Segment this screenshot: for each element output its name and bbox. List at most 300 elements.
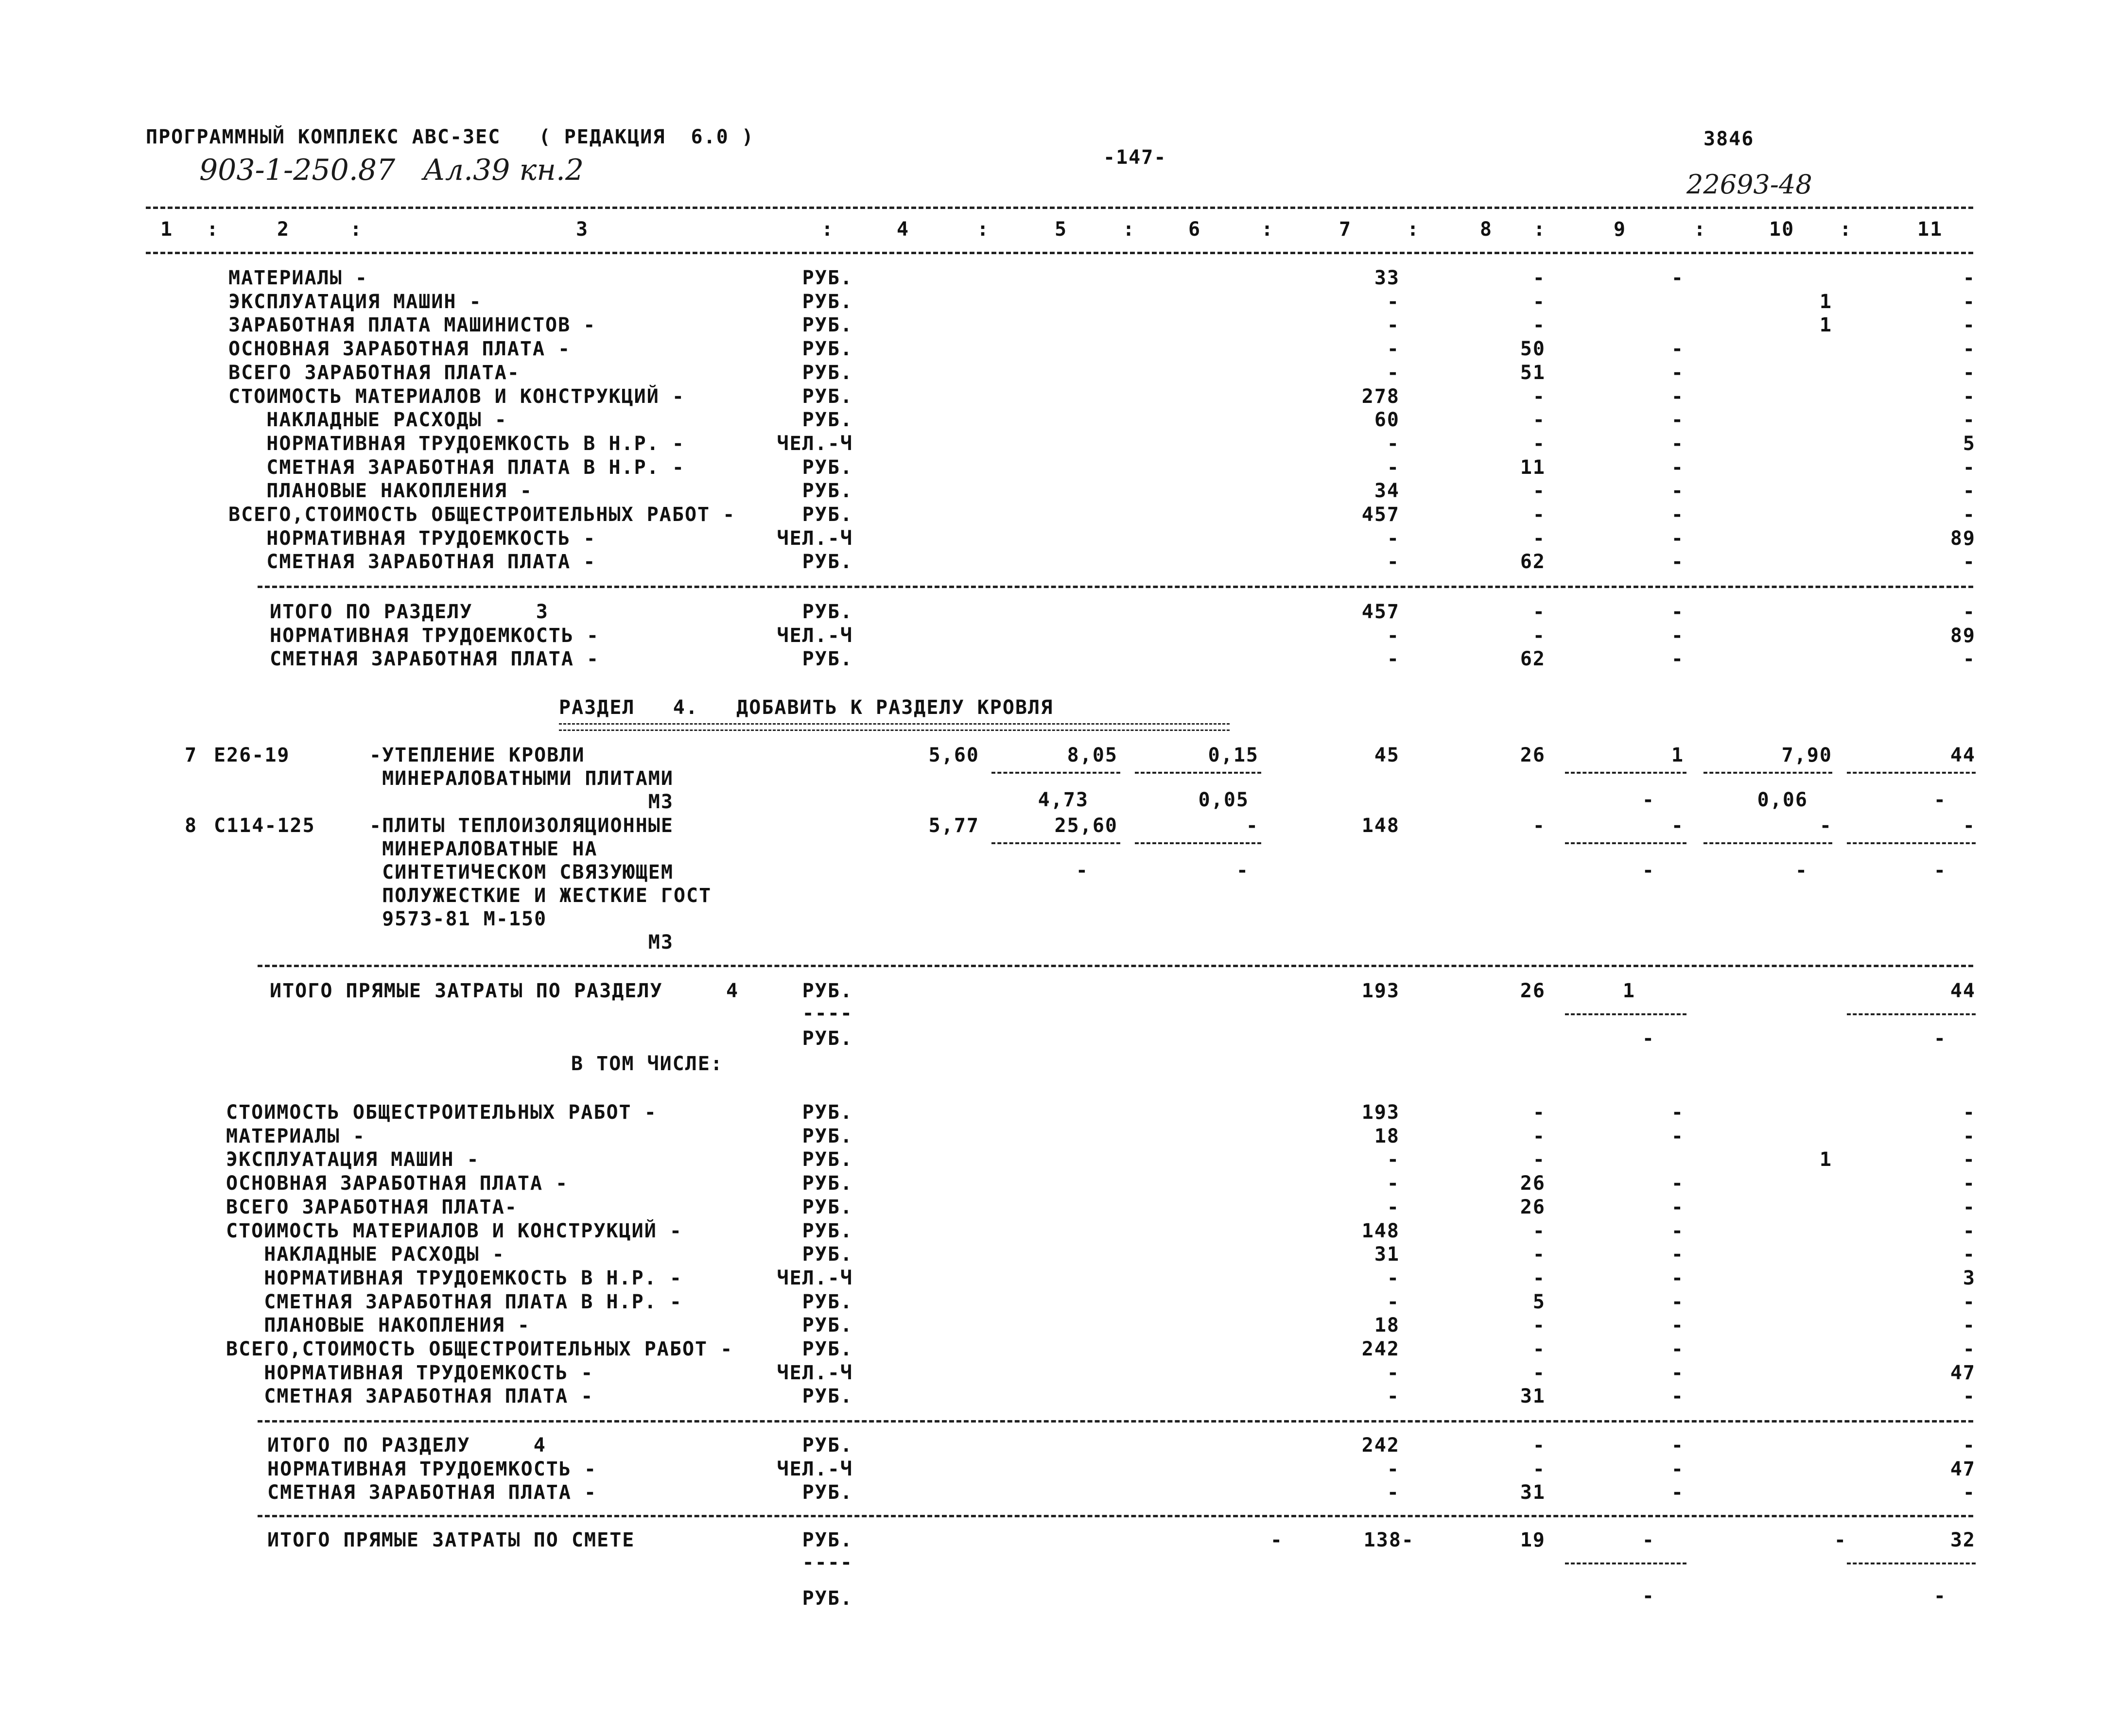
unit-divider: ---- (802, 1002, 853, 1024)
program-title: ПРОГРАММНЫЙ КОМПЛЕКС АВС-3ЕС ( РЕДАКЦИЯ 6.0 ) (146, 126, 754, 148)
value-c9: - (1671, 432, 1684, 455)
value-c9-secondary: - (1642, 1585, 1655, 1607)
value-c7: 278 (1361, 385, 1400, 408)
item-description-line: -УТЕПЛЕНИЕ КРОВЛИ (369, 744, 585, 766)
value-c9: - (1671, 527, 1684, 550)
section-4-title-underline (559, 723, 1230, 731)
row-label: НОРМАТИВНАЯ ТРУДОЕМКОСТЬ - (267, 1458, 597, 1480)
value-c7: - (1387, 1196, 1400, 1218)
unit-cell: РУБ. (802, 385, 853, 408)
value-c7: - (1387, 1361, 1400, 1384)
value-c9: 1 (1622, 980, 1635, 1002)
row-label: НОРМАТИВНАЯ ТРУДОЕМКОСТЬ В Н.Р. - (226, 1267, 682, 1289)
value-c7: 34 (1374, 480, 1400, 503)
value-c11: 44 (1950, 980, 1976, 1002)
value-c9: - (1671, 1267, 1684, 1289)
value-c8: 19 (1520, 1529, 1546, 1551)
rule-before-grand-total (258, 1515, 1973, 1517)
value-c8: - (1532, 1148, 1546, 1171)
value-c11: - (1963, 1290, 1976, 1313)
value-c8: 26 (1520, 1196, 1546, 1218)
cell-divider (1135, 772, 1261, 774)
value-c7: - (1387, 1290, 1400, 1313)
value-c9: - (1642, 1529, 1655, 1551)
value-c8: - (1532, 314, 1546, 337)
value-c8: - (1532, 385, 1546, 408)
row-label: МАТЕРИАЛЫ - (228, 267, 368, 289)
unit-cell: РУБ. (802, 1338, 853, 1360)
value-c7: - (1387, 527, 1400, 550)
value-c7: - (1387, 551, 1400, 573)
value-c11: - (1963, 1385, 1976, 1408)
value-c9: - (1671, 1481, 1684, 1504)
value-c9: - (1671, 267, 1684, 289)
unit-cell: РУБ. (802, 1481, 853, 1504)
value-c7: 18 (1374, 1125, 1400, 1147)
item-description-line: М3 (369, 931, 674, 954)
row-label: СМЕТНАЯ ЗАРАБОТНАЯ ПЛАТА - (270, 648, 600, 671)
value-c6-secondary: - (1236, 859, 1249, 882)
row-label: ЭКСПЛУАТАЦИЯ МАШИН - (226, 1148, 480, 1171)
row-label: ОСНОВНАЯ ЗАРАБОТНАЯ ПЛАТА - (228, 338, 571, 361)
value-c11-secondary: - (1933, 789, 1946, 811)
column-number: 8 (1480, 218, 1493, 241)
value-c11: - (1963, 267, 1976, 289)
value-c11: 44 (1950, 744, 1976, 766)
value-c9: - (1671, 1290, 1684, 1313)
row-label: ИТОГО ПО РАЗДЕЛУ 4 (267, 1434, 546, 1457)
unit-cell: РУБ. (802, 1587, 853, 1610)
unit-cell: ЧЕЛ.-Ч (777, 527, 853, 550)
document-code: 3846 (1703, 128, 1755, 150)
value-c10: 1 (1819, 314, 1832, 337)
value-c11: - (1963, 1314, 1976, 1337)
cell-divider (1565, 842, 1686, 844)
value-c7: 242 (1361, 1338, 1400, 1360)
unit-cell: ЧЕЛ.-Ч (777, 1267, 853, 1289)
row-label: НОРМАТИВНАЯ ТРУДОЕМКОСТЬ - (226, 1361, 594, 1384)
value-c9: - (1671, 409, 1684, 432)
cell-divider (991, 772, 1120, 774)
value-c10-secondary: 0,06 (1757, 789, 1808, 811)
value-c9: - (1671, 1101, 1684, 1124)
handwritten-number: 22693-48 (1686, 169, 1812, 200)
value-c8: - (1532, 1434, 1546, 1457)
column-number: 4 (897, 218, 910, 241)
value-c7: 18 (1374, 1314, 1400, 1337)
unit-cell: РУБ. (802, 1314, 853, 1337)
value-c7: 457 (1361, 503, 1400, 526)
value-c7: - (1387, 1481, 1400, 1504)
column-number: 2 (277, 218, 290, 241)
unit-cell: РУБ. (802, 1434, 853, 1457)
column-separator: : (1840, 218, 1853, 241)
value-c8: - (1532, 815, 1546, 837)
value-c8: - (1532, 1243, 1546, 1266)
value-c8: 31 (1520, 1385, 1546, 1408)
value-c9: - (1671, 1361, 1684, 1384)
value-c6: - (1246, 815, 1259, 837)
value-c8: - (1532, 1219, 1546, 1242)
value-c11: - (1963, 1101, 1976, 1124)
value-c9: - (1671, 815, 1684, 837)
value-c11: 3 (1963, 1267, 1976, 1289)
value-c10: - (1834, 1529, 1847, 1551)
unit-cell: РУБ. (802, 980, 853, 1002)
value-c9: - (1671, 1172, 1684, 1195)
unit-cell: ЧЕЛ.-Ч (777, 1458, 853, 1480)
value-c9: - (1671, 648, 1684, 671)
rule-before-direct-4 (258, 965, 1973, 967)
value-c11: - (1963, 456, 1976, 479)
header-rule-top (146, 207, 1973, 209)
value-c11: - (1963, 503, 1976, 526)
value-c11: - (1963, 648, 1976, 671)
unit-cell: РУБ. (802, 409, 853, 432)
value-c7: 33 (1374, 267, 1400, 289)
row-label: ПЛАНОВЫЕ НАКОПЛЕНИЯ - (226, 1314, 530, 1337)
value-c8: - (1532, 527, 1546, 550)
value-c7: - (1387, 1385, 1400, 1408)
cell-divider (991, 842, 1120, 844)
header-rule-bottom (146, 252, 1973, 254)
row-label: ВСЕГО,СТОИМОСТЬ ОБЩЕСТРОИТЕЛЬНЫХ РАБОТ - (228, 503, 736, 526)
value-c11-secondary: - (1933, 1585, 1946, 1607)
value-c5-secondary: - (1076, 859, 1089, 882)
unit-cell: РУБ. (802, 551, 853, 573)
item-description-line: МИНЕРАЛОВАТНЫМИ ПЛИТАМИ (369, 767, 674, 790)
value-c11: - (1963, 409, 1976, 432)
value-c11: - (1963, 551, 1976, 573)
value-c7: 148 (1361, 815, 1400, 837)
value-c7: - (1387, 1458, 1400, 1480)
value-c8: 5 (1532, 1290, 1546, 1313)
value-c9: - (1671, 1196, 1684, 1218)
row-label: ВСЕГО ЗАРАБОТНАЯ ПЛАТА- (228, 361, 520, 384)
value-c7: - (1387, 1267, 1400, 1289)
value-c8: - (1532, 1458, 1546, 1480)
value-c11: - (1963, 480, 1976, 503)
value-c11: - (1963, 338, 1976, 361)
section-4-title: РАЗДЕЛ 4. ДОБАВИТЬ К РАЗДЕЛУ КРОВЛЯ (559, 696, 1054, 719)
value-c11-secondary: - (1933, 1027, 1946, 1050)
unit-cell: РУБ. (802, 361, 853, 384)
value-c10-secondary: - (1795, 859, 1808, 882)
unit-cell: РУБ. (802, 1125, 853, 1147)
value-c7: 138- (1363, 1529, 1414, 1551)
row-label: ИТОГО ПО РАЗДЕЛУ 3 (270, 601, 549, 623)
value-c8: 50 (1520, 338, 1546, 361)
value-c11: - (1963, 1172, 1976, 1195)
value-c7: - (1387, 624, 1400, 647)
row-label: СТОИМОСТЬ МАТЕРИАЛОВ И КОНСТРУКЦИЙ - (228, 385, 685, 408)
value-c7: 193 (1361, 980, 1400, 1002)
item-description-line: МИНЕРАЛОВАТНЫЕ НА (369, 838, 598, 860)
value-c9: - (1671, 1219, 1684, 1242)
row-label: НАКЛАДНЫЕ РАСХОДЫ - (226, 1243, 505, 1266)
cell-divider (1565, 1562, 1686, 1564)
row-label: ЗАРАБОТНАЯ ПЛАТА МАШИНИСТОВ - (228, 314, 596, 337)
value-c11: 47 (1950, 1458, 1976, 1480)
item-description-line: СИНТЕТИЧЕСКОМ СВЯЗУЮЩЕМ (369, 861, 674, 884)
row-label: ВСЕГО ЗАРАБОТНАЯ ПЛАТА- (226, 1196, 518, 1218)
value-c8: - (1532, 1314, 1546, 1337)
value-c8: - (1532, 503, 1546, 526)
unit-cell: РУБ. (802, 503, 853, 526)
item-code: С114-125 (214, 815, 315, 837)
value-c11: - (1963, 601, 1976, 623)
value-c9: - (1671, 361, 1684, 384)
column-separator: : (1533, 218, 1547, 241)
row-label: СМЕТНАЯ ЗАРАБОТНАЯ ПЛАТА - (226, 1385, 594, 1408)
value-c7: 60 (1374, 409, 1400, 432)
value-c11: - (1963, 1148, 1976, 1171)
column-number: 6 (1188, 218, 1201, 241)
unit-cell: РУБ. (802, 338, 853, 361)
value-c10: - (1819, 815, 1832, 837)
unit-cell: РУБ. (802, 314, 853, 337)
value-c11: - (1963, 1338, 1976, 1360)
value-c9: - (1671, 624, 1684, 647)
row-label: СМЕТНАЯ ЗАРАБОТНАЯ ПЛАТА - (267, 1481, 597, 1504)
value-c9: - (1671, 338, 1684, 361)
value-c8: - (1532, 1338, 1546, 1360)
column-separator: : (1407, 218, 1420, 241)
row-label: ОСНОВНАЯ ЗАРАБОТНАЯ ПЛАТА - (226, 1172, 569, 1195)
value-c9: - (1671, 1243, 1684, 1266)
value-c8: - (1532, 1101, 1546, 1124)
value-c11: - (1963, 1219, 1976, 1242)
value-c8: 31 (1520, 1481, 1546, 1504)
value-c8: - (1532, 290, 1546, 313)
value-c9-secondary: - (1642, 789, 1655, 811)
row-label: ИТОГО ПРЯМЫЕ ЗАТРАТЫ ПО СМЕТЕ (267, 1529, 635, 1551)
value-c7: 148 (1361, 1219, 1400, 1242)
value-c7: 193 (1361, 1101, 1400, 1124)
row-label: СМЕТНАЯ ЗАРАБОТНАЯ ПЛАТА В Н.Р. - (228, 456, 685, 479)
value-c7: 45 (1374, 744, 1400, 766)
item-description-line: 9573-81 М-150 (369, 908, 547, 930)
column-number: 5 (1055, 218, 1068, 241)
value-c7: - (1387, 338, 1400, 361)
unit-cell: РУБ. (802, 1385, 853, 1408)
value-c7: - (1387, 361, 1400, 384)
value-c7: 31 (1374, 1243, 1400, 1266)
row-label: ПЛАНОВЫЕ НАКОПЛЕНИЯ - (228, 480, 533, 503)
value-c11: - (1963, 815, 1976, 837)
value-c11: 47 (1950, 1361, 1976, 1384)
unit-cell: РУБ. (802, 1027, 853, 1050)
value-c9: - (1671, 551, 1684, 573)
row-label: ИТОГО ПРЯМЫЕ ЗАТРАТЫ ПО РАЗДЕЛУ 4 (270, 980, 739, 1002)
column-separator: : (1261, 218, 1274, 241)
value-c8: - (1532, 267, 1546, 289)
value-c6-secondary: 0,05 (1198, 789, 1249, 811)
unit-cell: РУБ. (802, 480, 853, 503)
cell-divider (1703, 842, 1832, 844)
row-label: СТОИМОСТЬ ОБЩЕСТРОИТЕЛЬНЫХ РАБОТ - (226, 1101, 657, 1124)
value-c4: 5,60 (928, 744, 979, 766)
value-c6: - (1270, 1529, 1283, 1551)
column-number: 7 (1339, 218, 1352, 241)
unit-cell: РУБ. (802, 1219, 853, 1242)
column-separator: : (977, 218, 990, 241)
value-c11: - (1963, 290, 1976, 313)
column-separator: : (821, 218, 834, 241)
page-number: -147- (1103, 146, 1167, 169)
cell-divider (1565, 772, 1686, 774)
value-c5: 25,60 (1054, 815, 1118, 837)
cell-divider (1847, 1013, 1976, 1015)
value-c8: - (1532, 1125, 1546, 1147)
value-c9: - (1671, 503, 1684, 526)
row-label: ВСЕГО,СТОИМОСТЬ ОБЩЕСТРОИТЕЛЬНЫХ РАБОТ - (226, 1338, 733, 1360)
value-c4: 5,77 (928, 815, 979, 837)
value-c7: 457 (1361, 601, 1400, 623)
column-separator: : (350, 218, 363, 241)
row-label: СТОИМОСТЬ МАТЕРИАЛОВ И КОНСТРУКЦИЙ - (226, 1219, 682, 1242)
value-c11: 32 (1950, 1529, 1976, 1551)
value-c9: - (1671, 1385, 1684, 1408)
unit-cell: РУБ. (802, 456, 853, 479)
unit-cell: РУБ. (802, 601, 853, 623)
unit-cell: РУБ. (802, 648, 853, 671)
cell-divider (1565, 1013, 1686, 1015)
value-c11: 5 (1963, 432, 1976, 455)
value-c10: 1 (1819, 290, 1832, 313)
unit-cell: РУБ. (802, 290, 853, 313)
value-c7: 242 (1361, 1434, 1400, 1457)
value-c8: 26 (1520, 980, 1546, 1002)
cell-divider (1847, 772, 1976, 774)
value-c11: - (1963, 1434, 1976, 1457)
unit-cell: ЧЕЛ.-Ч (777, 624, 853, 647)
unit-cell: ЧЕЛ.-Ч (777, 432, 853, 455)
item-number: 8 (185, 815, 198, 837)
handwritten-reference: 903-1-250.87 Ал.39 кн.2 (199, 153, 584, 187)
value-c5: 8,05 (1067, 744, 1118, 766)
value-c8: - (1532, 601, 1546, 623)
column-number: 1 (160, 218, 174, 241)
value-c9: - (1671, 1458, 1684, 1480)
rule-before-total-4 (258, 1420, 1973, 1423)
unit-cell: РУБ. (802, 1529, 853, 1551)
value-c8: - (1532, 432, 1546, 455)
unit-cell: РУБ. (802, 1148, 853, 1171)
unit-cell: РУБ. (802, 1101, 853, 1124)
value-c7: - (1387, 432, 1400, 455)
value-c11: - (1963, 1196, 1976, 1218)
value-c7: - (1387, 1148, 1400, 1171)
value-c7: - (1387, 314, 1400, 337)
value-c11: 89 (1950, 527, 1976, 550)
value-c9: - (1671, 1314, 1684, 1337)
value-c9: - (1671, 1434, 1684, 1457)
item-description-line: -ПЛИТЫ ТЕПЛОИЗОЛЯЦИОННЫЕ (369, 815, 674, 837)
value-c11: - (1963, 1125, 1976, 1147)
row-label: СМЕТНАЯ ЗАРАБОТНАЯ ПЛАТА В Н.Р. - (226, 1290, 682, 1313)
column-separator: : (1694, 218, 1707, 241)
unit-cell: РУБ. (802, 1196, 853, 1218)
value-c11: - (1963, 385, 1976, 408)
column-separator: : (1123, 218, 1136, 241)
value-c9-secondary: - (1642, 859, 1655, 882)
subheading: В ТОМ ЧИСЛЕ: (571, 1053, 723, 1075)
value-c7: - (1387, 456, 1400, 479)
value-c9: 1 (1671, 744, 1684, 766)
column-number: 11 (1917, 218, 1943, 241)
cell-divider (1135, 842, 1261, 844)
value-c11: - (1963, 314, 1976, 337)
unit-cell: ЧЕЛ.-Ч (777, 1361, 853, 1384)
value-c9: - (1671, 456, 1684, 479)
unit-cell: РУБ. (802, 267, 853, 289)
value-c8: 62 (1520, 648, 1546, 671)
value-c5-secondary: 4,73 (1038, 789, 1089, 811)
cell-divider (1703, 772, 1832, 774)
row-label: НОРМАТИВНАЯ ТРУДОЕМКОСТЬ - (270, 624, 600, 647)
value-c10: 7,90 (1781, 744, 1832, 766)
cell-divider (1847, 842, 1976, 844)
unit-cell: РУБ. (802, 1243, 853, 1266)
value-c8: - (1532, 1267, 1546, 1289)
value-c11: - (1963, 1481, 1976, 1504)
cell-divider (1847, 1562, 1976, 1564)
item-number: 7 (185, 744, 198, 766)
value-c8: - (1532, 480, 1546, 503)
row-label: НАКЛАДНЫЕ РАСХОДЫ - (228, 409, 507, 432)
column-number: 3 (576, 218, 589, 241)
value-c7: - (1387, 290, 1400, 313)
value-c11: 89 (1950, 624, 1976, 647)
value-c7: - (1387, 648, 1400, 671)
item-code: Е26-19 (214, 744, 290, 766)
column-separator: : (207, 218, 220, 241)
value-c8: 26 (1520, 744, 1546, 766)
unit-divider: ---- (802, 1551, 853, 1574)
value-c11-secondary: - (1933, 859, 1946, 882)
unit-cell: РУБ. (802, 1172, 853, 1195)
value-c9-secondary: - (1642, 1027, 1655, 1050)
rule-before-total-3 (258, 586, 1973, 588)
value-c8: - (1532, 409, 1546, 432)
value-c9: - (1671, 1125, 1684, 1147)
unit-cell: РУБ. (802, 1290, 853, 1313)
value-c9: - (1671, 601, 1684, 623)
row-label: НОРМАТИВНАЯ ТРУДОЕМКОСТЬ В Н.Р. - (228, 432, 685, 455)
value-c8: 62 (1520, 551, 1546, 573)
row-label: МАТЕРИАЛЫ - (226, 1125, 365, 1147)
row-label: СМЕТНАЯ ЗАРАБОТНАЯ ПЛАТА - (228, 551, 596, 573)
item-description-line: ПОЛУЖЕСТКИЕ И ЖЕСТКИЕ ГОСТ (369, 885, 712, 907)
value-c8: 26 (1520, 1172, 1546, 1195)
value-c8: - (1532, 624, 1546, 647)
value-c9: - (1671, 480, 1684, 503)
row-label: ЭКСПЛУАТАЦИЯ МАШИН - (228, 290, 482, 313)
value-c7: - (1387, 1172, 1400, 1195)
value-c9: - (1671, 1338, 1684, 1360)
value-c9: - (1671, 385, 1684, 408)
value-c11: - (1963, 361, 1976, 384)
value-c8: - (1532, 1361, 1546, 1384)
value-c10: 1 (1819, 1148, 1832, 1171)
value-c6: 0,15 (1208, 744, 1259, 766)
column-number: 9 (1614, 218, 1627, 241)
value-c11: - (1963, 1243, 1976, 1266)
column-number: 10 (1769, 218, 1795, 241)
item-description-line: М3 (369, 791, 674, 813)
value-c8: 11 (1520, 456, 1546, 479)
